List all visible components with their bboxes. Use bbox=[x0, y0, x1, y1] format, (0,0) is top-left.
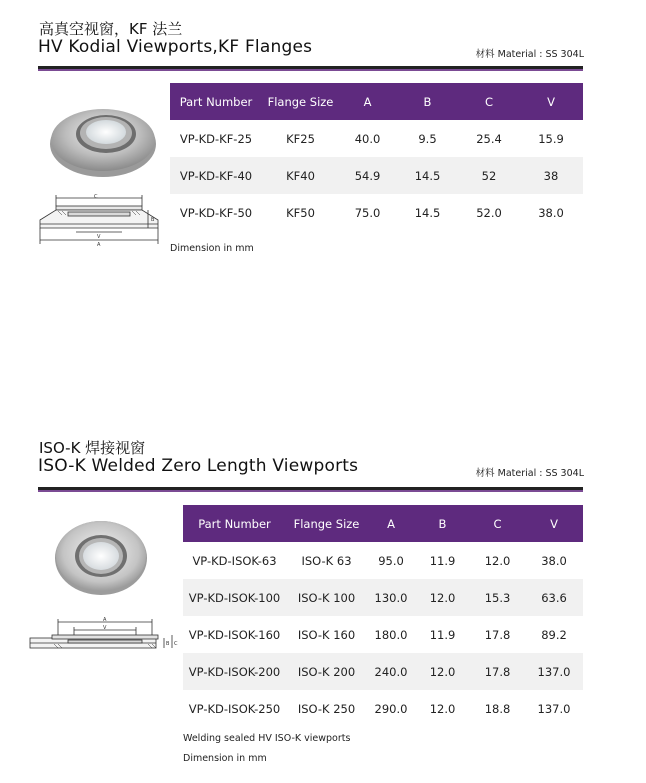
table-cell: KF40 bbox=[262, 157, 339, 194]
isok-header-a: A bbox=[367, 505, 415, 542]
table-cell: 52.0 bbox=[459, 194, 519, 231]
table-cell: 52 bbox=[459, 157, 519, 194]
isok-header-b: B bbox=[415, 505, 470, 542]
isok-viewport-photo bbox=[54, 516, 148, 596]
isok-drawing-label-v: V bbox=[103, 625, 107, 631]
kf-header-part-number: Part Number bbox=[170, 83, 262, 120]
kf-title-en: HV Kodial Viewports,KF Flanges bbox=[38, 37, 313, 57]
kf-title-rule bbox=[38, 66, 583, 69]
kf-drawing-label-v: V bbox=[97, 234, 101, 240]
table-cell: 63.6 bbox=[525, 579, 583, 616]
kf-header-a: A bbox=[339, 83, 396, 120]
table-cell: VP-KD-ISOK-160 bbox=[183, 616, 286, 653]
table-row bbox=[170, 194, 583, 231]
table-cell: 38 bbox=[519, 157, 583, 194]
kf-cross-section-drawing bbox=[38, 192, 162, 252]
kf-table-header-row bbox=[170, 83, 583, 120]
table-cell: 15.9 bbox=[519, 120, 583, 157]
kf-drawing-label-a: A bbox=[97, 242, 101, 248]
table-cell: VP-KD-KF-50 bbox=[170, 194, 262, 231]
isok-spec-table bbox=[183, 505, 583, 727]
table-row bbox=[170, 120, 583, 157]
table-cell: 137.0 bbox=[525, 653, 583, 690]
isok-header-c: C bbox=[470, 505, 525, 542]
kf-spec-table bbox=[170, 83, 583, 231]
kf-header-b: B bbox=[396, 83, 459, 120]
table-cell: 12.0 bbox=[415, 653, 470, 690]
isok-drawing-label-c: C bbox=[174, 641, 178, 647]
isok-dimension-note: Dimension in mm bbox=[183, 753, 267, 764]
table-row bbox=[170, 157, 583, 194]
table-cell: 38.0 bbox=[519, 194, 583, 231]
table-row bbox=[183, 542, 583, 579]
table-cell: 12.0 bbox=[415, 579, 470, 616]
table-cell: 89.2 bbox=[525, 616, 583, 653]
table-cell: 12.0 bbox=[470, 542, 525, 579]
table-row bbox=[183, 653, 583, 690]
table-cell: 95.0 bbox=[367, 542, 415, 579]
table-cell: 75.0 bbox=[339, 194, 396, 231]
table-cell: 38.0 bbox=[525, 542, 583, 579]
table-row bbox=[183, 616, 583, 653]
table-cell: 11.9 bbox=[415, 542, 470, 579]
table-cell: 17.8 bbox=[470, 653, 525, 690]
table-cell: 14.5 bbox=[396, 194, 459, 231]
table-cell: VP-KD-KF-40 bbox=[170, 157, 262, 194]
isok-drawing-label-a: A bbox=[103, 617, 107, 623]
table-cell: KF25 bbox=[262, 120, 339, 157]
isok-header-part-number: Part Number bbox=[183, 505, 286, 542]
table-cell: 180.0 bbox=[367, 616, 415, 653]
kf-header-flange-size: Flange Size bbox=[262, 83, 339, 120]
table-cell: ISO-K 63 bbox=[286, 542, 367, 579]
table-cell: 290.0 bbox=[367, 690, 415, 727]
table-cell: 18.8 bbox=[470, 690, 525, 727]
kf-drawing-label-c: C bbox=[94, 194, 98, 200]
isok-title-rule bbox=[38, 487, 583, 490]
table-cell: 15.3 bbox=[470, 579, 525, 616]
isok-welding-note: Welding sealed HV ISO-K viewports bbox=[183, 733, 351, 744]
table-cell: 9.5 bbox=[396, 120, 459, 157]
table-cell: 17.8 bbox=[470, 616, 525, 653]
kf-title-cn: 高真空视窗，KF 法兰 bbox=[39, 20, 183, 38]
table-cell: ISO-K 200 bbox=[286, 653, 367, 690]
kf-viewport-photo bbox=[48, 98, 158, 180]
isok-drawing-label-b: B bbox=[166, 641, 170, 647]
table-cell: 12.0 bbox=[415, 690, 470, 727]
isok-header-flange-size: Flange Size bbox=[286, 505, 367, 542]
table-cell: VP-KD-ISOK-200 bbox=[183, 653, 286, 690]
table-cell: VP-KD-ISOK-250 bbox=[183, 690, 286, 727]
table-cell: KF50 bbox=[262, 194, 339, 231]
table-cell: VP-KD-ISOK-100 bbox=[183, 579, 286, 616]
table-cell: 25.4 bbox=[459, 120, 519, 157]
table-cell: ISO-K 100 bbox=[286, 579, 367, 616]
table-cell: VP-KD-ISOK-63 bbox=[183, 542, 286, 579]
isok-header-v: V bbox=[525, 505, 583, 542]
isok-title-cn: ISO-K 焊接视窗 bbox=[39, 439, 146, 457]
isok-material: 材料 Material : SS 304L bbox=[475, 468, 584, 479]
kf-material: 材料 Material : SS 304L bbox=[475, 49, 584, 60]
kf-dimension-note: Dimension in mm bbox=[170, 243, 254, 254]
kf-header-v: V bbox=[519, 83, 583, 120]
table-cell: 11.9 bbox=[415, 616, 470, 653]
table-row bbox=[183, 690, 583, 727]
table-cell: ISO-K 160 bbox=[286, 616, 367, 653]
isok-table-header-row bbox=[183, 505, 583, 542]
kf-drawing-label-b: B bbox=[151, 217, 155, 223]
table-cell: ISO-K 250 bbox=[286, 690, 367, 727]
isok-cross-section-drawing bbox=[28, 616, 178, 662]
table-cell: 54.9 bbox=[339, 157, 396, 194]
table-cell: 240.0 bbox=[367, 653, 415, 690]
kf-header-c: C bbox=[459, 83, 519, 120]
table-row bbox=[183, 579, 583, 616]
isok-title-en: ISO-K Welded Zero Length Viewports bbox=[38, 456, 359, 476]
table-cell: VP-KD-KF-25 bbox=[170, 120, 262, 157]
table-cell: 137.0 bbox=[525, 690, 583, 727]
table-cell: 40.0 bbox=[339, 120, 396, 157]
table-cell: 130.0 bbox=[367, 579, 415, 616]
table-cell: 14.5 bbox=[396, 157, 459, 194]
